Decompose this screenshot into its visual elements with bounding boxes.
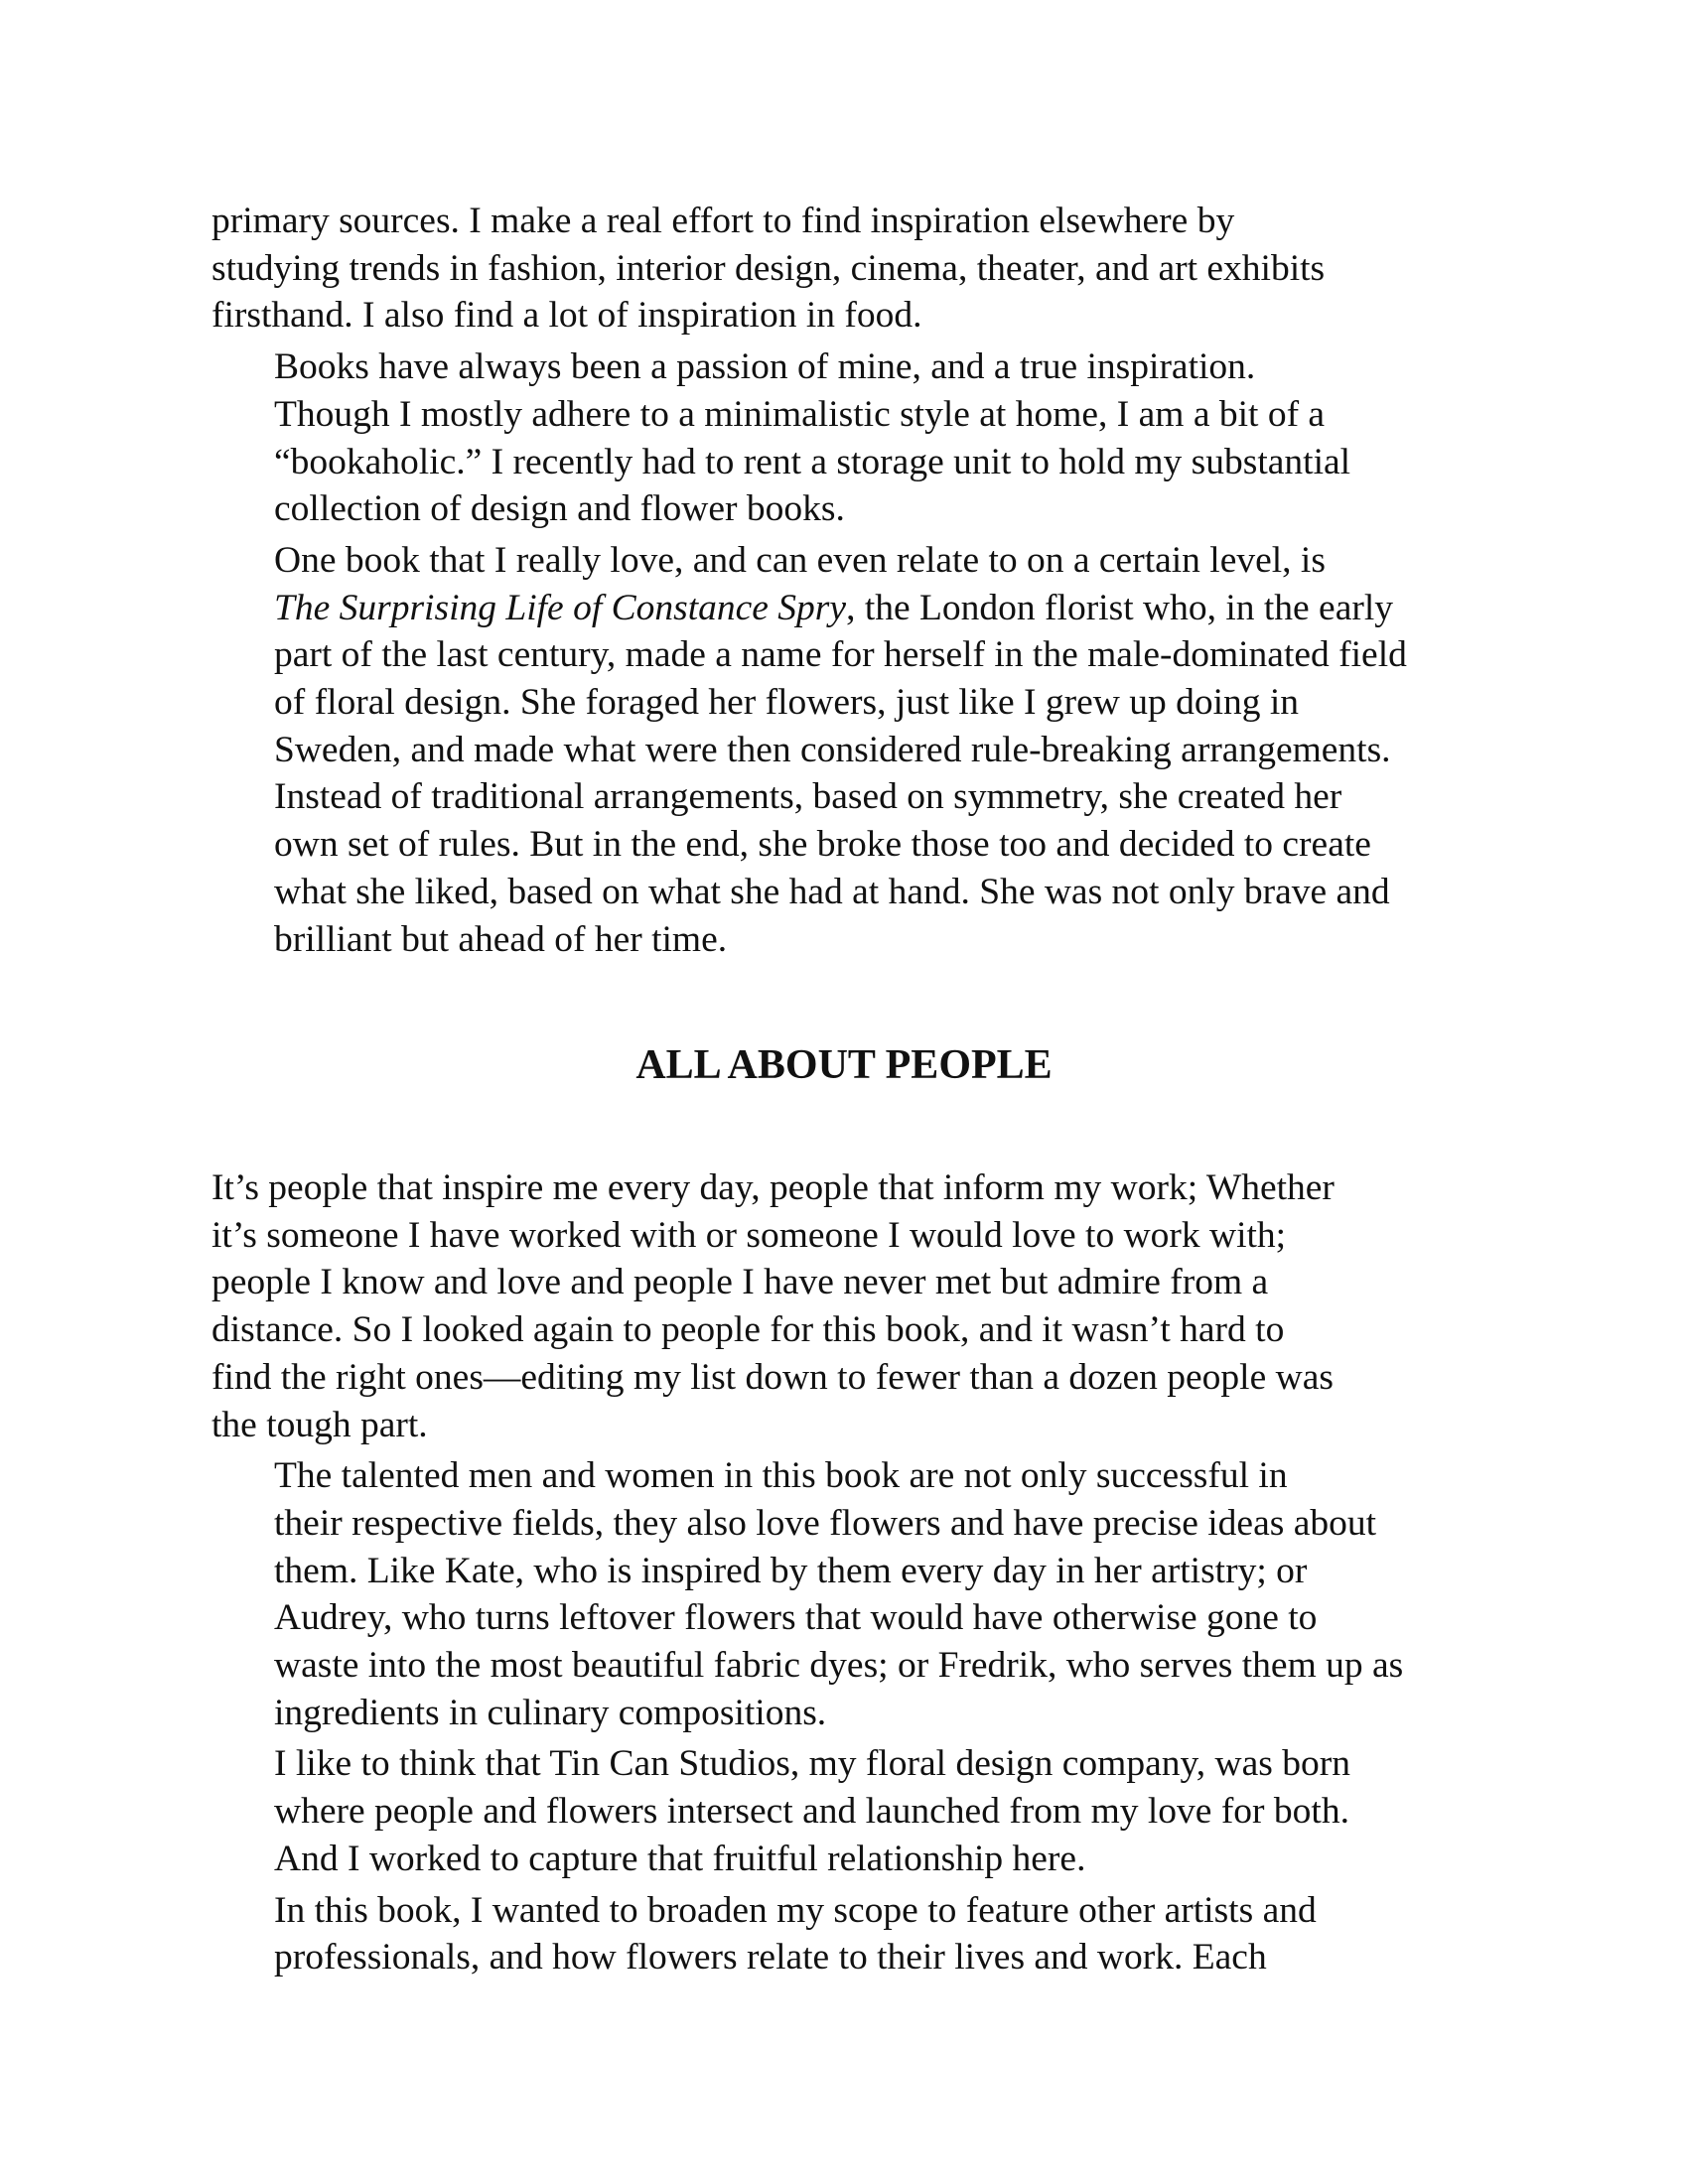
- text-line: Sweden, and made what were then considered rule-breaking arrangements.: [274, 729, 1391, 770]
- text-line: [211, 585, 1492, 632]
- text-line: It’s people that inspire me every day, people that inform my work; Whether: [211, 1167, 1335, 1208]
- text-fragment: , the London florist who, in the early: [846, 587, 1393, 628]
- paragraph: [211, 1452, 1492, 1736]
- paragraph: [211, 1164, 1492, 1448]
- text-line: Audrey, who turns leftover flowers that would have otherwise gone to: [274, 1597, 1318, 1639]
- book-title-italic: The Surprising Life of Constance Spry: [274, 587, 847, 628]
- paragraph: [211, 1740, 1492, 1882]
- text-line: The talented men and women in this book are not only successful in: [274, 1455, 1288, 1497]
- text-line: Instead of traditional arrangements, based on symmetry, she created her: [274, 776, 1342, 818]
- text-line: In this book, I wanted to broaden my scope to feature other artists and: [274, 1889, 1317, 1931]
- text-line: waste into the most beautiful fabric dyes; or Fredrik, who serves them up as: [274, 1645, 1404, 1687]
- text-line: where people and flowers intersect and launched from my love for both.: [274, 1791, 1349, 1833]
- text-line: brilliant but ahead of her time.: [274, 918, 728, 960]
- paragraph: [211, 343, 1492, 533]
- text-line: Though I mostly adhere to a minimalistic style at home, I am a bit of a: [274, 393, 1326, 435]
- text-line: collection of design and flower books.: [274, 488, 845, 530]
- text-line: them. Like Kate, who is inspired by them every day in her artistry; or: [274, 1550, 1308, 1591]
- text-line: of floral design. She foraged her flowers, just like I grew up doing in: [274, 682, 1300, 724]
- section-heading: ALL ABOUT PEOPLE: [635, 1042, 1053, 1088]
- text-line: studying trends in fashion, interior design, cinema, theater, and art exhibits: [211, 247, 1326, 289]
- text-line: I like to think that Tin Can Studios, my floral design company, was born: [274, 1743, 1350, 1785]
- text-line: professionals, and how flowers relate to their lives and work. Each: [274, 1937, 1267, 1979]
- text-line: it’s someone I have worked with or someone I would love to work with;: [211, 1214, 1287, 1256]
- text-line: their respective fields, they also love flowers and have precise ideas about: [274, 1502, 1377, 1544]
- paragraph: [211, 198, 1492, 340]
- paragraph: [211, 537, 1492, 963]
- text-line: primary sources. I make a real effort to find inspiration elsewhere by: [211, 201, 1235, 241]
- text-line: And I worked to capture that fruitful relationship here.: [274, 1838, 1086, 1879]
- text-line: distance. So I looked again to people for this book, and it wasn’t hard to: [211, 1309, 1285, 1351]
- text-line: part of the last century, made a name for herself in the male-dominated field: [274, 634, 1407, 676]
- text-line: find the right ones—editing my list down to fewer than a dozen people was: [211, 1356, 1334, 1398]
- text-line: ingredients in culinary compositions.: [274, 1692, 827, 1733]
- text-line: own set of rules. But in the end, she broke those too and decided to create: [274, 824, 1371, 866]
- text-line: what she liked, based on what she had at hand. She was not only brave and: [274, 871, 1390, 912]
- text-line: the tough part.: [211, 1404, 428, 1445]
- body-text-after-heading: [211, 1164, 1492, 1985]
- paragraph: [211, 1887, 1492, 1981]
- text-line: people I know and love and people I have never met but admire from a: [211, 1262, 1269, 1303]
- text-line: “bookaholic.” I recently had to rent a storage unit to hold my substantial: [274, 441, 1351, 482]
- body-text-before-heading: [211, 198, 1492, 967]
- text-line: Books have always been a passion of mine, and a true inspiration.: [274, 346, 1256, 388]
- text-line: One book that I really love, and can even relate to on a certain level, is: [274, 539, 1326, 581]
- text-line: firsthand. I also find a lot of inspiration in food.: [211, 295, 922, 337]
